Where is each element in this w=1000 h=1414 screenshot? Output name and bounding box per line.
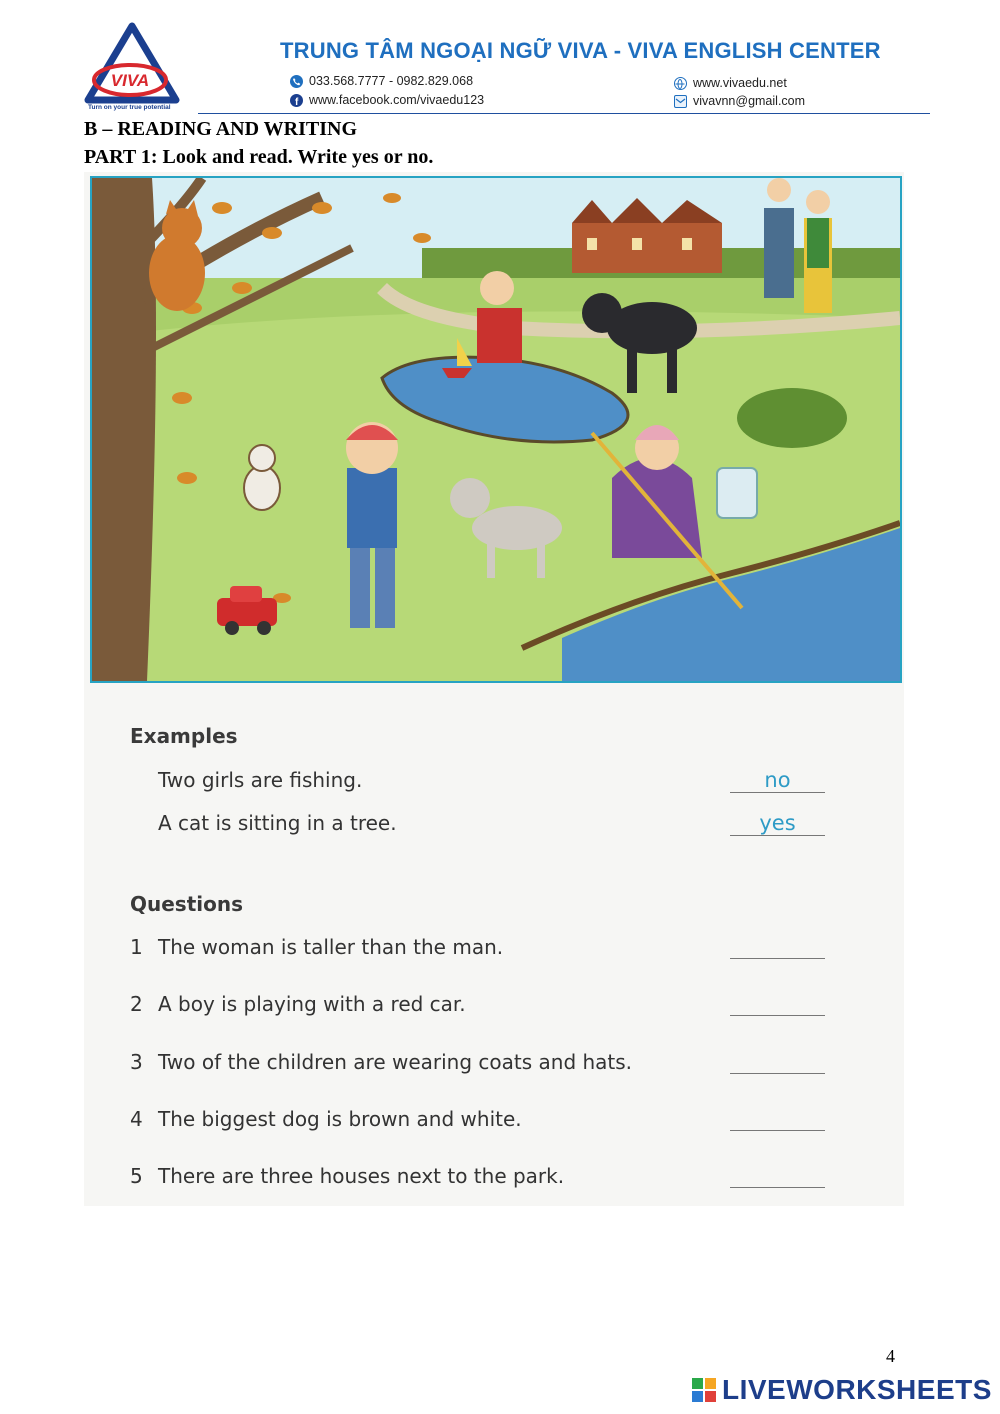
letterhead (84, 22, 930, 116)
logo-graphic (84, 22, 180, 114)
question-4-answer-field[interactable] (730, 1130, 825, 1131)
example-2-answer-line (730, 835, 825, 836)
email-icon (674, 95, 687, 108)
header-divider (198, 113, 930, 114)
website-text: www.vivaedu.net (693, 76, 787, 90)
section-title: B – READING AND WRITING (84, 118, 358, 140)
houses (572, 198, 722, 273)
question-2-text: A boy is playing with a red car. (158, 992, 466, 1016)
liveworksheets-icon (692, 1378, 716, 1402)
question-5-number: 5 (130, 1164, 143, 1188)
question-5-answer-field[interactable] (730, 1187, 825, 1188)
question-3-answer-field[interactable] (730, 1073, 825, 1074)
question-2-number: 2 (130, 992, 143, 1016)
email-text: vivavnn@gmail.com (693, 94, 806, 108)
svg-text:f: f (295, 96, 299, 107)
small-dog (244, 445, 280, 510)
part-title: PART 1: Look and read. Write yes or no. (84, 146, 434, 168)
example-1-text: Two girls are fishing. (158, 768, 363, 792)
viva-logo (84, 22, 180, 114)
phone-icon (290, 75, 303, 88)
question-1-text: The woman is taller than the man. (158, 935, 504, 959)
phone-contact (290, 74, 473, 88)
center-name: TRUNG TÂM NGOẠI NGỮ VIVA - VIVA ENGLISH CENTER (280, 38, 881, 63)
question-1-answer-field[interactable] (730, 958, 825, 959)
question-1-number: 1 (130, 935, 143, 959)
questions-heading: Questions (130, 892, 244, 916)
example-1-answer: no (764, 768, 791, 792)
question-4-text: The biggest dog is brown and white. (158, 1107, 522, 1131)
liveworksheets-logo[interactable] (692, 1374, 992, 1406)
facebook-text: www.facebook.com/vivaedu123 (309, 93, 485, 107)
example-2-text: A cat is sitting in a tree. (158, 811, 397, 835)
park-illustration (90, 176, 902, 683)
logo-tagline: Turn on your true potential (88, 104, 171, 111)
phone-text: 033.568.7777 - 0982.829.068 (309, 74, 474, 88)
website-contact[interactable] (674, 76, 787, 90)
facebook-icon (290, 94, 303, 107)
example-2-answer: yes (759, 811, 796, 835)
park-scene (92, 178, 900, 681)
email-contact[interactable] (674, 94, 805, 108)
logo-wordmark: VIVA (110, 71, 150, 90)
question-3-text: Two of the children are wearing coats and hats. (158, 1050, 633, 1074)
liveworksheets-wordmark: LIVEWORKSHEETS (722, 1374, 992, 1405)
facebook-contact[interactable] (290, 93, 484, 107)
question-5-text: There are three houses next to the park. (158, 1164, 565, 1188)
examples-heading: Examples (130, 724, 238, 748)
page-number: 4 (886, 1346, 895, 1366)
globe-icon (674, 77, 687, 90)
example-1-answer-line (730, 792, 825, 793)
question-3-number: 3 (130, 1050, 143, 1074)
question-2-answer-field[interactable] (730, 1015, 825, 1016)
question-4-number: 4 (130, 1107, 143, 1131)
